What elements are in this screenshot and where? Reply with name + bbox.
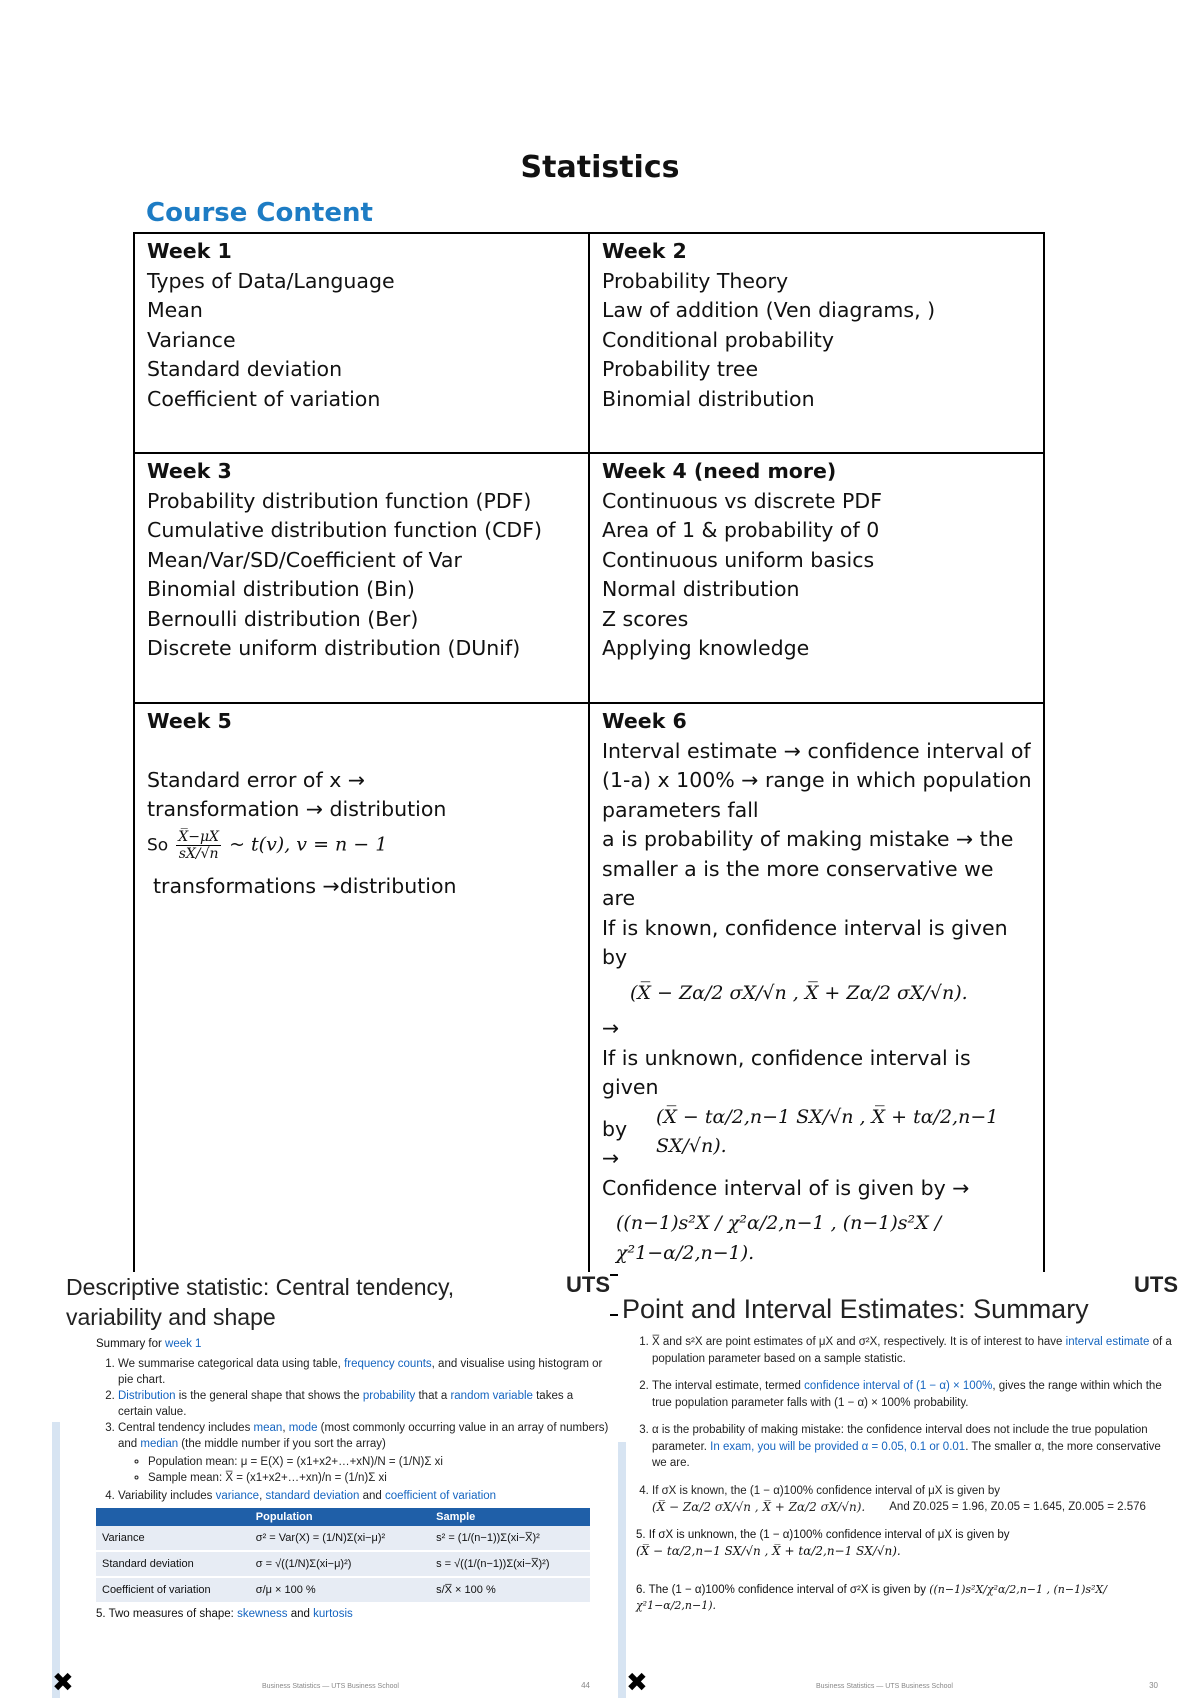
week-6-text: Confidence interval of is given by →: [602, 1175, 970, 1200]
table-row: [96, 1551, 590, 1577]
week-5-line: Standard error of x →: [147, 767, 366, 792]
table-row: [96, 1577, 590, 1603]
slide-interval-estimates: [618, 1272, 1178, 1698]
week-item: Probability tree: [602, 357, 759, 381]
uts-logo: UTS: [566, 1272, 610, 1297]
slide-edge-bar: [52, 1422, 60, 1698]
variability-table: [96, 1508, 590, 1604]
table-row: [96, 1526, 590, 1551]
table-header: [96, 1508, 250, 1526]
week-item: Types of Data/Language: [147, 268, 395, 293]
course-content-table: [133, 232, 1045, 1316]
week-item: Cumulative distribution function (CDF): [147, 518, 543, 542]
week-item: Probability distribution function (PDF): [147, 488, 532, 513]
week-5-line: transformation → distribution: [147, 797, 447, 821]
list-item: ◦ Population mean: μ = E(X) = (x1+x2+…+xN)/N = (1/N)Σ xi: [148, 1454, 610, 1470]
week-5-cell: [134, 703, 589, 1275]
week-item: Variance: [147, 327, 236, 352]
week-item: Mean: [147, 298, 203, 322]
week-heading: Week 3: [147, 459, 232, 483]
page-title: Statistics: [520, 150, 680, 185]
week-6-cell: [589, 703, 1044, 1275]
week-3-cell: [134, 453, 589, 703]
summary-list: [66, 1356, 610, 1504]
list-item: 4. If σX is known, the (1 − α)100% confidence interval of μX is given by (X̅ − Zα/2 σX/√n , X̅ + Zα/2 σX/√n). And Z0.025 = 1.96, Z0.05 = 1.645, Z0.005 = 2.576: [652, 1483, 1178, 1516]
ci-unknown-sigma: [602, 1103, 1033, 1174]
week-item: Continuous vs discrete PDF: [602, 488, 882, 513]
slide-title: Descriptive statistic: Central tendency, variability and shape: [66, 1274, 455, 1330]
list-item: 1. X̅ and s²X are point estimates of μX and σ²X, respectively. It is of interest to have interval estimate of a population parameter based on a sample statistic.: [652, 1334, 1178, 1367]
uts-logo: UTS: [1134, 1272, 1178, 1297]
week-item: Continuous uniform basics: [602, 547, 875, 572]
table-cell: σ/μ × 100 %: [250, 1577, 430, 1603]
puzzle-icon: ✖: [626, 1667, 648, 1697]
week-item: Binomial distribution (Bin): [147, 577, 415, 601]
week-item: Discrete uniform distribution (DUnif): [147, 636, 521, 660]
t-distribution-formula: So $\frac{X̅-\mu X}{sX/√n}$ ~ t(v), v = n − 1: [147, 828, 388, 862]
week-6-text: If is unknown, confidence interval is given: [602, 1045, 971, 1099]
list-item: 6. The (1 − α)100% confidence interval of σ²X is given by ((n−1)s²X/χ²α/2,n−1 , (n−1)s²X/χ²1−α/2,n−1).: [636, 1582, 1107, 1612]
slide-edge-bar: [618, 1442, 626, 1698]
week-5-line: transformations →distribution: [153, 873, 457, 898]
week-item: Conditional probability: [602, 327, 834, 352]
list-item: 2. Distribution is the general shape that shows the probability that a random variable takes a certain value.: [118, 1388, 610, 1420]
ci-known-sigma-formula: (X̅ − Zα/2 σX/√n , X̅ + Zα/2 σX/√n).: [630, 981, 968, 1004]
table-cell: Coefficient of variation: [96, 1577, 250, 1603]
list-item: ◦ Sample mean: X̅ = (x1+x2+…+xn)/n = (1/n)Σ xi: [148, 1470, 610, 1486]
puzzle-icon: ✖: [52, 1667, 74, 1697]
slide-page-number: 44: [581, 1681, 590, 1690]
table-cell: σ² = Var(X) = (1/N)Σ(xi−μ)²: [250, 1526, 430, 1551]
slide-descriptive-statistics: [52, 1272, 610, 1698]
table-cell: s² = (1/(n−1))Σ(xi−X̅)²: [430, 1526, 590, 1551]
table-cell: Variance: [96, 1526, 250, 1551]
week-heading: Week 5: [147, 709, 232, 733]
list-item: 2. The interval estimate, termed confidence interval of (1 − α) × 100%, gives the range within which the true population parameter falls with (1 − α) × 100% probability.: [652, 1378, 1178, 1411]
week-heading: Week 4 (need more): [602, 459, 837, 483]
summary-line: Summary for week 1: [96, 1338, 202, 1350]
week-1-cell: [134, 233, 589, 453]
week-item: Binomial distribution: [602, 386, 815, 411]
week-2-cell: [589, 233, 1044, 453]
list-item: 3. α is the probability of making mistake: the confidence interval does not include the true population parameter. In exam, you will be provided α = 0.05, 0.1 or 0.01. The smaller α, the more conservative we are.: [652, 1422, 1178, 1472]
slide-footer: Business Statistics — UTS Business School: [816, 1683, 953, 1690]
week-4-cell: [589, 453, 1044, 703]
table-header: Population: [250, 1508, 430, 1526]
week-6-text: a is probability of making mistake → the smaller a is the more conservative we are: [602, 827, 1014, 910]
week-heading: Week 1: [147, 239, 232, 263]
week-item: Law of addition (Ven diagrams, ): [602, 298, 936, 322]
week-item: Applying knowledge: [602, 636, 810, 660]
slide-title: Point and Interval Estimates: Summary: [622, 1294, 1089, 1324]
week-6-text: Interval estimate → confidence interval of (1-a) x 100% → range in which population parameters fall: [602, 738, 1032, 822]
week-item: Probability Theory: [602, 268, 789, 293]
list-item: 1. We summarise categorical data using table, frequency counts, and visualise using histogram or pie chart.: [118, 1356, 610, 1388]
week-item: Standard deviation: [147, 357, 343, 381]
list-item: 5. If σX is unknown, the (1 − α)100% confidence interval of μX is given by (X̅ − tα/2,n−1 SX/√n , X̅ + tα/2,n−1 SX/√n).: [636, 1528, 1010, 1558]
ci-variance-formula: ((n−1)s²X / χ²α/2,n−1 , (n−1)s²X / χ²1−α/2,n−1).: [616, 1212, 942, 1264]
summary-list: [622, 1334, 1178, 1516]
arrow: →: [602, 1016, 620, 1040]
week-item: Area of 1 & probability of 0: [602, 518, 880, 542]
week-heading: Week 6: [602, 709, 687, 733]
week-item: Normal distribution: [602, 577, 800, 601]
by-arrow: by →: [602, 1116, 628, 1170]
table-header: Sample: [430, 1508, 590, 1526]
table-cell: σ = √((1/N)Σ(xi−μ)²): [250, 1551, 430, 1577]
slide-footer: Business Statistics — UTS Business School: [262, 1683, 399, 1690]
table-cell: s = √((1/(n−1))Σ(xi−X̅)²): [430, 1551, 590, 1577]
week-item: Z scores: [602, 606, 689, 631]
slide-page-number: 30: [1149, 1681, 1158, 1690]
list-item: 4. Variability includes variance, standard deviation and coefficient of variation: [118, 1488, 610, 1504]
week-heading: Week 2: [602, 239, 687, 263]
course-content-heading: Course Content: [146, 198, 373, 228]
table-cell: s/X̅ × 100 %: [430, 1577, 590, 1603]
week-item: Bernoulli distribution (Ber): [147, 606, 419, 631]
table-cell: Standard deviation: [96, 1551, 250, 1577]
week-item: Mean/Var/SD/Coefficient of Var: [147, 547, 462, 572]
list-item: 5. Two measures of shape: skewness and kurtosis: [96, 1608, 353, 1620]
ci-unknown-sigma-formula: (X̅ − tα/2,n−1 SX/√n , X̅ + tα/2,n−1 SX/√n).: [655, 1105, 999, 1157]
list-item: 3. Central tendency includes mean, mode (most commonly occurring value in an array of numbers) and median (the middle number if you sort the array) ◦ Population mean: μ = E(X) = (x1+x2+…+xN)/N = (1/N)Σ xi ◦ Sample mean: X̅ = (x1+x2+…+xn)/n = (1/n)Σ xi: [118, 1420, 610, 1486]
week-item: Coefficient of variation: [147, 386, 381, 411]
week-6-text: If is known, confidence interval is given by: [602, 915, 1008, 969]
